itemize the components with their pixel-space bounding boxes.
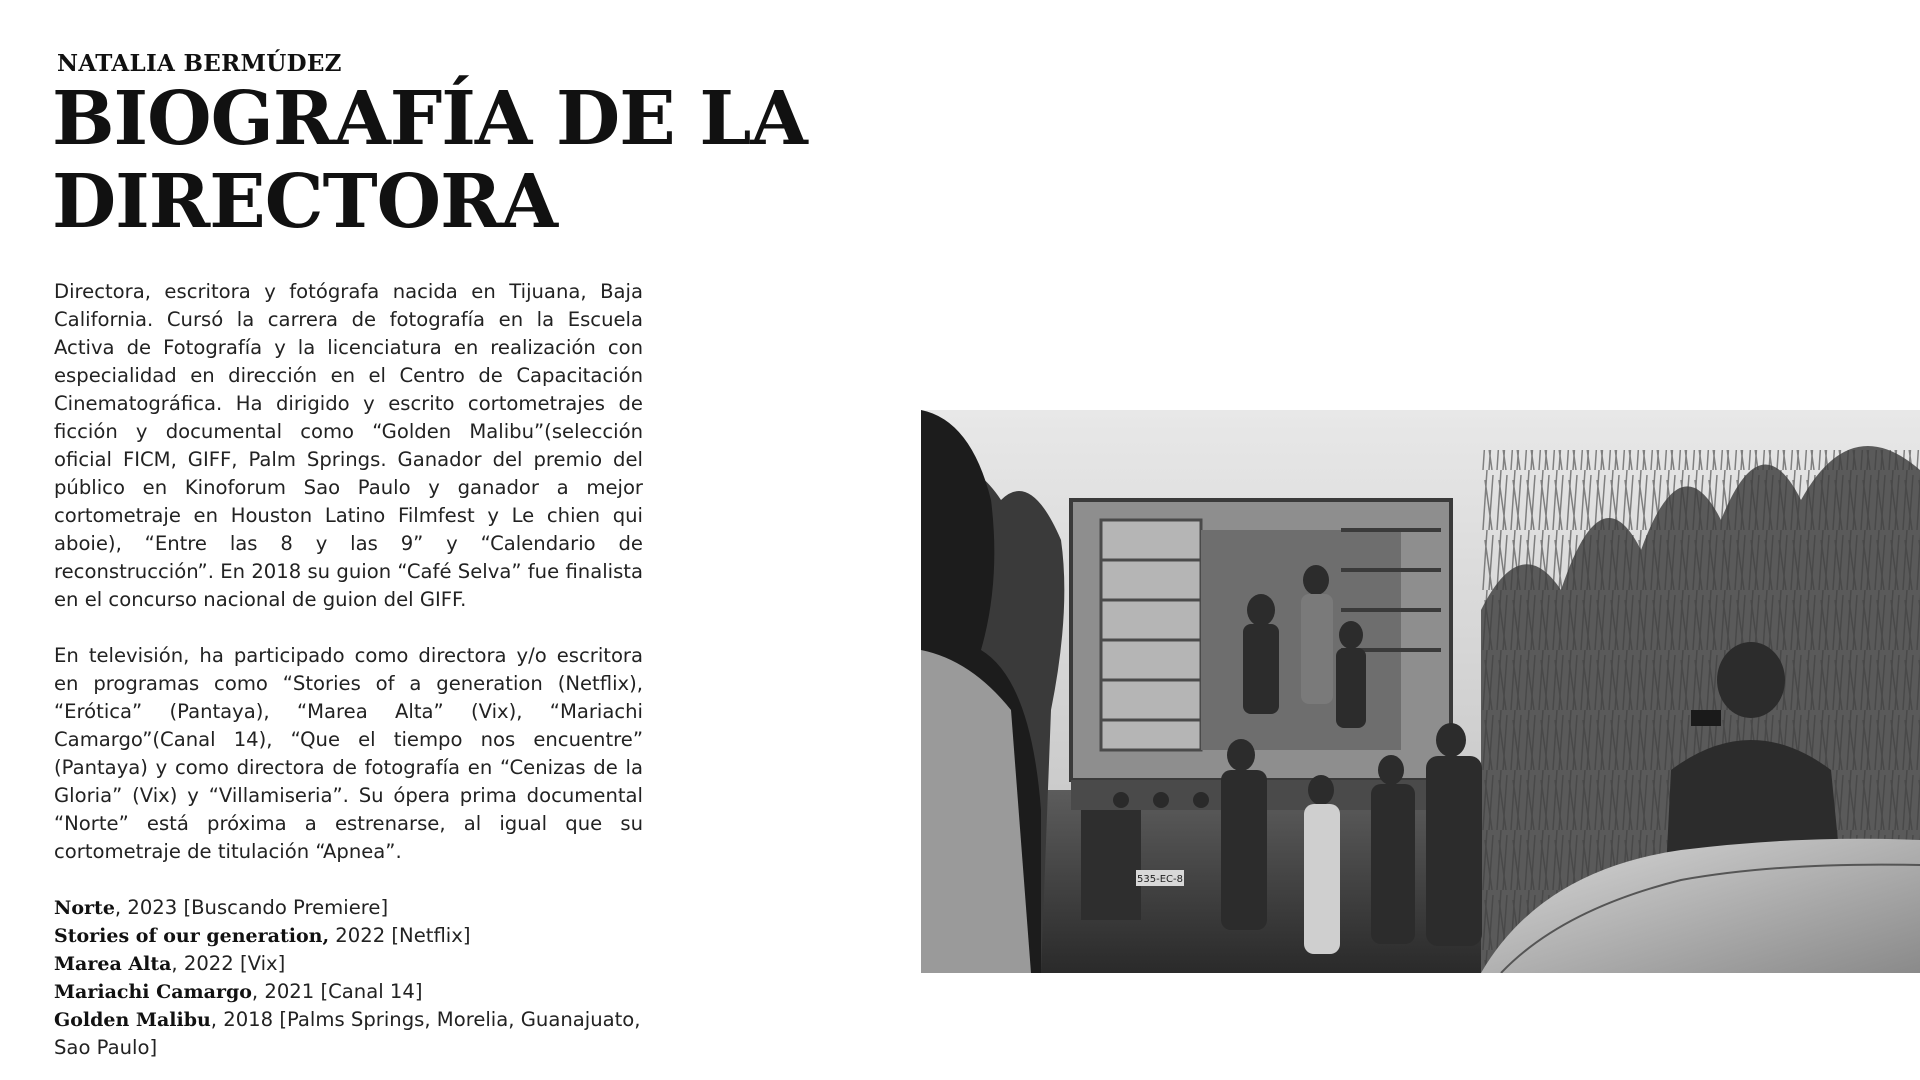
bio-paragraph-2: En televisión, ha participado como directora y/o escritora en programas como “Stories of a generation (Netflix), “Erótica” (Pantaya), “Marea Alta” (Vix), “Mariachi Camargo”(Canal 14), “Que el tiempo nos encuentre” (Pantaya) y como directora de fotografía en “Cenizas de la Gloria” (Vix) y “Villamiseria”. Su ópera prima documental “Norte” está próxima a estrenarse, al igual que su cortometraje de titulación “Apnea”. <box>54 644 643 863</box>
work-details: 2022 [Netflix] <box>329 924 471 947</box>
film-still-illustration <box>921 410 1920 973</box>
filmography-item-stories <box>54 922 643 950</box>
filmography-list <box>54 894 643 1062</box>
work-title: Golden Malibu <box>54 1009 211 1031</box>
work-title: Stories of our generation, <box>54 925 330 947</box>
filmography-item-norte <box>54 894 643 922</box>
work-details: , 2022 [Vix] <box>171 952 286 975</box>
director-name: NATALIA BERMÚDEZ <box>57 50 342 77</box>
work-details: , 2023 [Buscando Premiere] <box>114 896 389 919</box>
filmography-item-golden-malibu <box>54 1006 643 1062</box>
work-title: Mariachi Camargo <box>54 981 252 1003</box>
page-title: BIOGRAFÍA DE LA DIRECTORA <box>52 76 807 245</box>
work-title: Norte <box>54 897 115 919</box>
bio-paragraph-1: Directora, escritora y fotógrafa nacida en Tijuana, Baja California. Cursó la carrera de fotografía en la Escuela Activa de Fotografía y la licenciatura en realización con especialidad en dirección en el Centro de Capacitación Cinematográfica. Ha dirigido y escrito cortometrajes de ficción y documental como “Golden Malibu”(selección oficial FICM, GIFF, Palm Springs. Ganador del premio del público en Kinoforum Sao Paulo y ganador a mejor cortometraje en Houston Latino Filmfest y Le chien qui aboie), “Entre las 8 y las 9” y “Calendario de reconstrucción”. En 2018 su guion “Café Selva” fue finalista en el concurso nacional de guion del GIFF. <box>54 280 643 611</box>
filmography-item-marea-alta <box>54 950 643 978</box>
work-title: Marea Alta <box>54 953 172 975</box>
work-details: , 2018 [Palms Springs, Morelia, Guanajuato, Sao Paulo] <box>54 1008 641 1059</box>
bio-section <box>54 278 643 1062</box>
work-details: , 2021 [Canal 14] <box>251 980 423 1003</box>
film-still-photo <box>921 410 1920 973</box>
filmography-item-mariachi-camargo <box>54 978 643 1006</box>
camera <box>1691 710 1721 726</box>
license-plate-text: 535-EC-8 <box>1137 874 1183 885</box>
